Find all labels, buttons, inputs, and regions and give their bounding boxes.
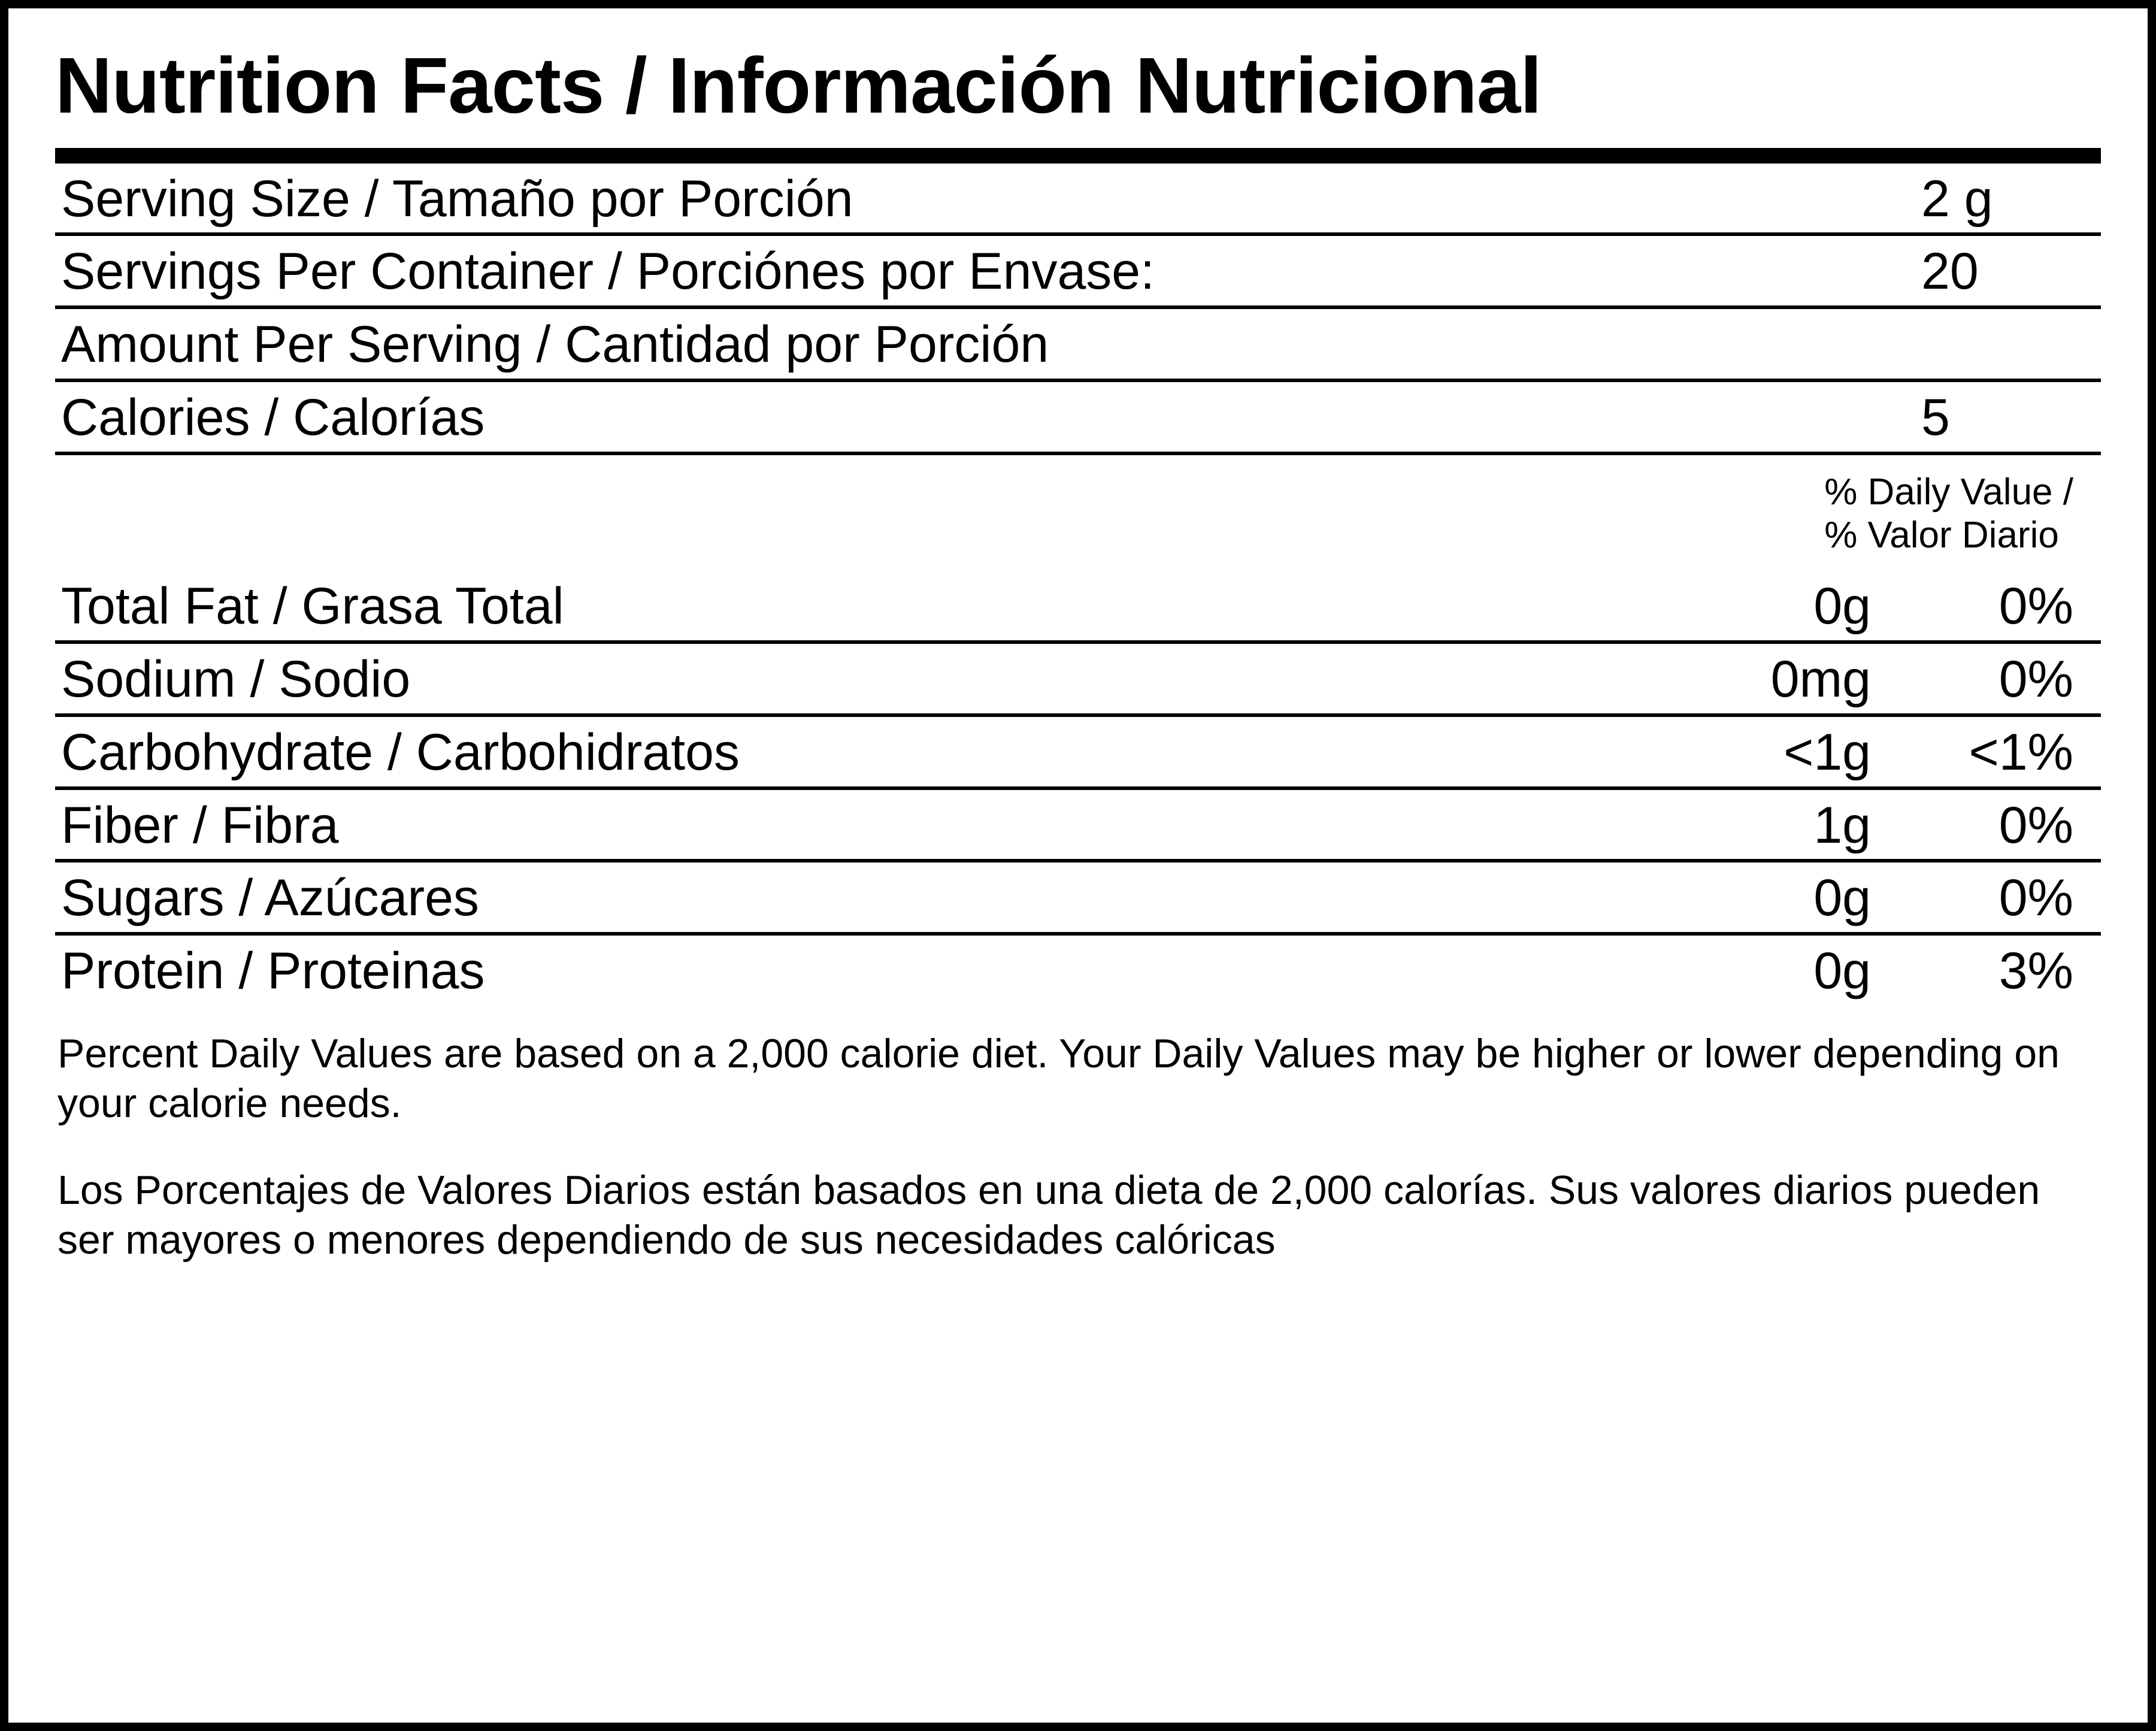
- footnote-spanish: Los Porcentajes de Valores Diarios están basados en una dieta de 2,000 calorías. Sus valores diarios pueden ser mayores o menores dependiendo de sus necesidades calóricas: [57, 1167, 2040, 1263]
- nutrient-daily-value: 0%: [1998, 796, 2073, 854]
- table-row: [55, 936, 2101, 1005]
- amount-per-serving-row: [55, 309, 2101, 382]
- nutrient-label: Fiber / Fibra: [61, 796, 339, 854]
- calories-row: [55, 382, 2101, 455]
- daily-value-header-line-1: % Daily Value /: [1824, 471, 2073, 513]
- nutrient-amount: 0g: [1813, 942, 1871, 1000]
- servings-per-container-value: 20: [1921, 243, 1979, 301]
- nutrient-daily-value: <1%: [1969, 723, 2073, 781]
- title-divider: [55, 148, 2101, 164]
- amount-per-serving-label: Amount Per Serving / Cantidad por Porción: [61, 316, 1049, 374]
- nutrient-amount: <1g: [1783, 723, 1871, 781]
- serving-info-section: [55, 164, 2101, 455]
- table-row: [55, 790, 2101, 863]
- nutrient-label: Sugars / Azúcares: [61, 869, 479, 927]
- servings-per-container-label: Servings Per Container / Porciónes por Envase:: [61, 243, 1155, 301]
- table-row: [55, 571, 2101, 644]
- footnotes-section: [55, 1029, 2101, 1265]
- nutrient-label: Carbohydrate / Carbohidratos: [61, 723, 740, 781]
- serving-size-label: Serving Size / Tamaño por Porción: [61, 170, 853, 228]
- serving-size-row: [55, 164, 2101, 237]
- nutrient-daily-value: 3%: [1998, 942, 2073, 1000]
- nutrient-amount: 0g: [1813, 577, 1871, 635]
- serving-size-value: 2 g: [1921, 170, 1993, 228]
- nutrient-label: Total Fat / Grasa Total: [61, 577, 564, 635]
- daily-value-header: [55, 471, 2101, 557]
- table-row: [55, 717, 2101, 790]
- footnote-english: Percent Daily Values are based on a 2,000 calorie diet. Your Daily Values may be higher or lower depending on your calorie needs.: [57, 1030, 2060, 1126]
- nutrient-label: Sodium / Sodio: [61, 650, 411, 709]
- nutrient-amount: 1g: [1813, 796, 1871, 854]
- table-row: [55, 863, 2101, 936]
- page-title: Nutrition Facts / Información Nutricional: [55, 41, 1542, 129]
- nutrient-amount: 0g: [1813, 869, 1871, 927]
- nutrient-daily-value: 0%: [1998, 650, 2073, 709]
- servings-per-container-row: [55, 236, 2101, 309]
- table-row: [55, 644, 2101, 717]
- nutrients-section: [55, 571, 2101, 1005]
- daily-value-header-line-2: % Valor Diario: [1824, 514, 2059, 556]
- nutrient-amount: 0mg: [1770, 650, 1871, 709]
- nutrient-daily-value: 0%: [1998, 869, 2073, 927]
- calories-value: 5: [1921, 388, 1950, 446]
- nutrient-daily-value: 0%: [1998, 577, 2073, 635]
- calories-label: Calories / Calorías: [61, 388, 485, 446]
- nutrient-label: Protein / Proteinas: [61, 942, 485, 1000]
